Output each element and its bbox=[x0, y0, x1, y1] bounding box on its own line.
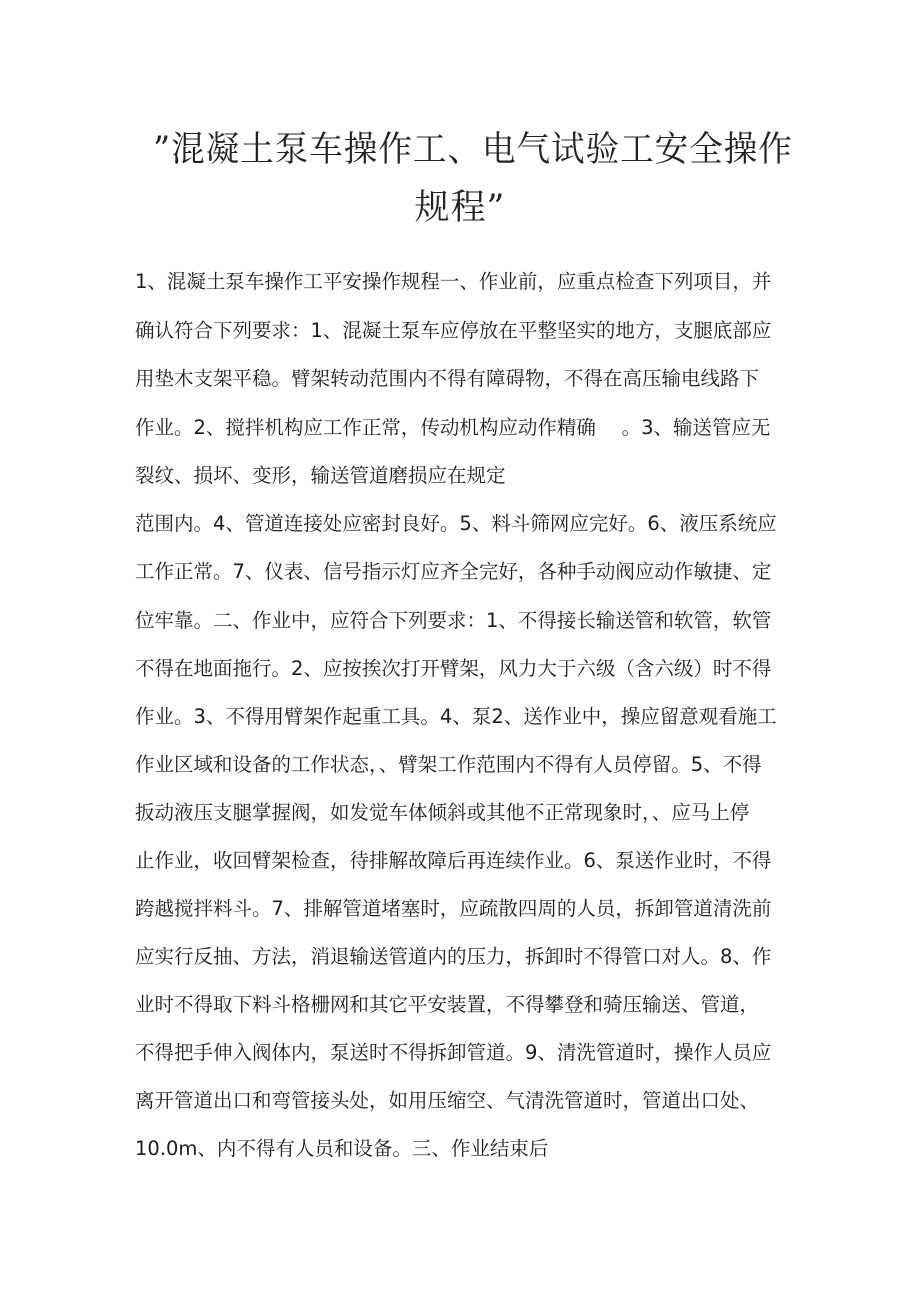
body-line: 止作业，收回臂架检查，待排解故障后再连续作业。6、泵送作业时，不得 bbox=[135, 849, 772, 872]
body-line: 用垫木支架平稳。臂架转动范围内不得有障碍物，不得在高压输电线路下 bbox=[135, 367, 760, 390]
body-line: 跨越搅拌料斗。7、排解管道堵塞时，应疏散四周的人员，拆卸管道清洗前 bbox=[135, 897, 772, 920]
body-line: 作业区域和设备的工作状态，、臂架工作范围内不得有人员停留。5、不得 bbox=[135, 753, 762, 776]
document-title-line-1: ”混凝土泵车操作工、电气试验工安全操作 bbox=[152, 130, 793, 170]
body-line: 工作正常。7、仪表、信号指示灯应齐全完好，各种手动阀应动作敏捷、定 bbox=[135, 560, 772, 583]
body-line: 确认符合下列要求：1、混凝土泵车应停放在平整坚实的地方，支腿底部应 bbox=[135, 319, 772, 342]
body-line: 应实行反抽、方法，消退输送管道内的压力，拆卸时不得管口对人。8、作 bbox=[135, 945, 772, 968]
body-line: 作业。3、不得用臂架作起重工具。4、泵2、送作业中，操应留意观看施工 bbox=[135, 705, 777, 728]
body-line: 不得把手伸入阀体内，泵送时不得拆卸管道。9、清洗管道时，操作人员应 bbox=[135, 1041, 772, 1064]
body-line: 裂纹、损坏、变形，输送管道磨损应在规定 bbox=[135, 464, 506, 487]
body-line: 作业。2、搅拌机构应工作正常，传动机构应动作精确 。3、输送管应无 bbox=[135, 416, 771, 439]
body-line: 1、混凝土泵车操作工平安操作规程一、作业前，应重点检查下列项目，并 bbox=[135, 270, 772, 293]
body-line: 10.0m、内不得有人员和设备。三、作业结束后 bbox=[135, 1137, 549, 1160]
body-line: 扳动液压支腿掌握阀，如发觉车体倾斜或其他不正常现象时，、应马上停 bbox=[135, 801, 750, 824]
body-line: 范围内。4、管道连接处应密封良好。5、料斗筛网应完好。6、液压系统应 bbox=[135, 512, 777, 535]
body-line: 位牢靠。二、作业中，应符合下列要求：1、不得接长输送管和软管，软管 bbox=[135, 609, 772, 632]
body-line: 离开管道出口和弯管接头处，如用压缩空、气清洗管道时，管道出口处、 bbox=[135, 1089, 760, 1112]
document-title-line-2: 规程” bbox=[414, 188, 506, 228]
body-line: 业时不得取下料斗格栅网和其它平安装置，不得攀登和骑压输送、管道， bbox=[135, 993, 760, 1016]
body-line: 不得在地面拖行。2、应按挨次打开臂架，风力大于六级（含六级）时不得 bbox=[135, 657, 772, 680]
